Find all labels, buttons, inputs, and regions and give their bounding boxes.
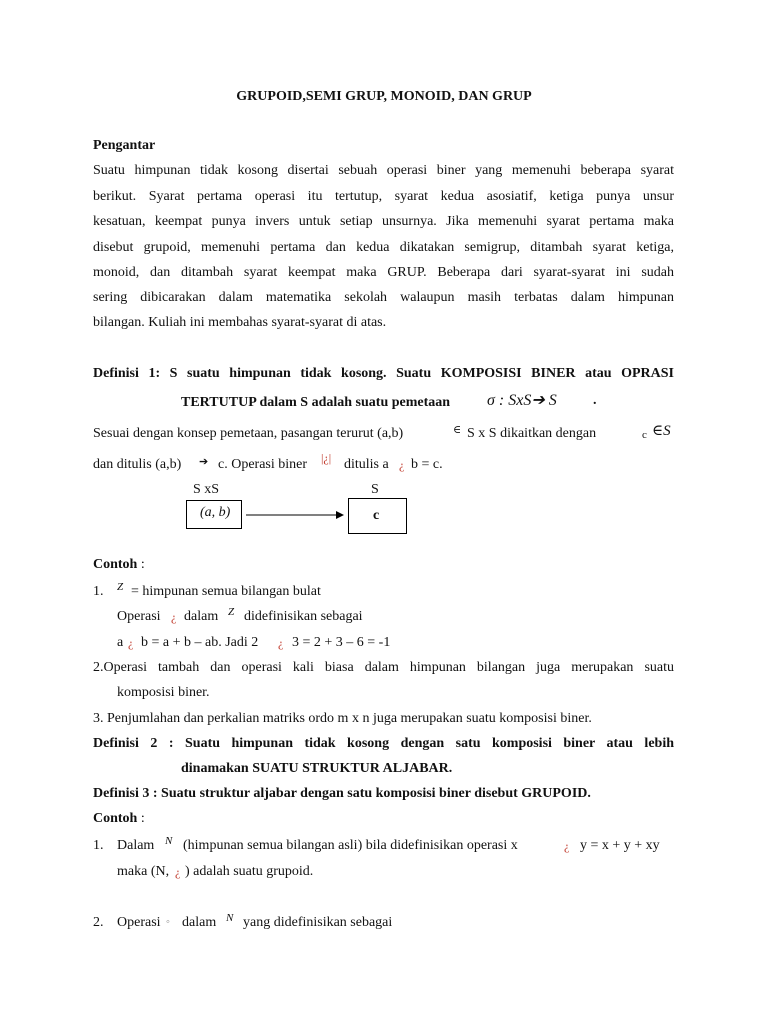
definition-1-line: TERTUTUP dalam S adalah suatu pemetaan bbox=[181, 395, 451, 410]
diagram-right-box bbox=[348, 498, 407, 534]
list-item-text: Dalam bbox=[117, 838, 155, 853]
page-title: GRUPOID,SEMI GRUP, MONOID, DAN GRUP bbox=[236, 89, 532, 104]
list-item-text: dalam bbox=[184, 609, 219, 624]
natural-symbol: N bbox=[226, 912, 234, 924]
operator-symbol: |¿| bbox=[321, 451, 332, 465]
element-of-symbol: ∈ bbox=[453, 424, 462, 436]
mapping-text: Sesuai dengan konsep pemetaan, pasangan terurut (a,b) bbox=[93, 426, 404, 441]
diagram-left-box bbox=[186, 500, 242, 529]
intro-heading: Pengantar bbox=[93, 138, 156, 153]
operator-symbol: ¿ bbox=[171, 610, 177, 624]
contoh-colon: : bbox=[137, 811, 145, 826]
mapping-text: S x S dikaitkan dengan bbox=[467, 426, 597, 441]
integer-symbol: Z bbox=[228, 606, 235, 618]
list-item-text: 2.Operasi tambah dan operasi kali biasa dalam himpunan bilangan juga merupakan suatu bbox=[93, 660, 674, 675]
operator-symbol: ¿ bbox=[175, 865, 181, 879]
intro-line: kesatuan, keempat punya invers untuk setiap unsurnya. Jika memenuhi syarat pertama maka bbox=[93, 214, 674, 229]
diagram-right-label: S bbox=[371, 482, 379, 497]
intro-line: monoid, dan ditambah syarat keempat maka GRUP. Beberapa dari syarat-syarat ini sudah bbox=[93, 265, 674, 280]
intro-line: bilangan. Kuliah ini membahas syarat-syarat di atas. bbox=[93, 315, 387, 330]
list-item-text: a bbox=[117, 635, 124, 650]
element-of-s: ∈S bbox=[652, 423, 671, 439]
contoh-heading bbox=[93, 811, 145, 827]
list-item-text: Operasi bbox=[117, 915, 161, 930]
list-item-text: maka (N, bbox=[117, 864, 170, 879]
operator-symbol: ¿ bbox=[564, 839, 570, 853]
written-text: c. Operasi biner bbox=[218, 457, 308, 472]
list-item-text: yang didefinisikan sebagai bbox=[243, 915, 393, 930]
list-item-text: y = x + y + xy bbox=[580, 838, 660, 853]
codomain-element: c bbox=[373, 508, 380, 523]
operator-symbol: ¿ bbox=[399, 458, 405, 472]
written-text: ditulis a bbox=[344, 457, 389, 472]
ordered-pair: (a, b) bbox=[200, 505, 231, 520]
contoh-label: Contoh bbox=[93, 557, 138, 572]
list-item-text: komposisi biner. bbox=[117, 685, 210, 700]
contoh-label: Contoh bbox=[93, 811, 138, 826]
list-item-text: didefinisikan sebagai bbox=[244, 609, 363, 624]
intro-line: sering dibicarakan dalam matematika sekolah walaupun masih terbatas dalam himpunan bbox=[93, 290, 674, 305]
mapping-formula: σ : SxS➔ S bbox=[487, 392, 557, 409]
definition-3-line: Definisi 3 : Suatu struktur aljabar dengan satu komposisi biner disebut GRUPOID. bbox=[93, 786, 591, 801]
list-item-text: ) adalah suatu grupoid. bbox=[185, 864, 314, 879]
definition-2-line: Definisi 2 : Suatu himpunan tidak kosong dengan satu komposisi biner atau lebih bbox=[93, 736, 674, 751]
arrow-symbol: ➔ bbox=[199, 456, 209, 468]
operator-symbol: ¿ bbox=[128, 636, 134, 650]
list-number: 1. bbox=[93, 838, 104, 853]
intro-line: Suatu himpunan tidak kosong disertai sebuah operasi biner yang memenuhi beberapa syarat bbox=[93, 163, 674, 178]
list-item-text: 3. Penjumlahan dan perkalian matriks ordo m x n juga merupakan suatu komposisi biner. bbox=[93, 711, 592, 726]
operator-symbol: ¿ bbox=[278, 636, 284, 650]
list-item-text: dalam bbox=[182, 915, 217, 930]
intro-line: berikut. Syarat pertama operasi itu tertutup, syarat kedua asosiatif, ketiga punya unsur bbox=[93, 189, 674, 204]
written-text: dan ditulis (a,b) bbox=[93, 457, 182, 472]
list-item-text: 3 = 2 + 3 – 6 = -1 bbox=[292, 635, 391, 650]
integer-symbol: Z bbox=[117, 581, 124, 593]
list-item-text: (himpunan semua bilangan asli) bila didefinisikan operasi x bbox=[183, 838, 518, 853]
natural-symbol: N bbox=[165, 835, 173, 847]
list-number: 2. bbox=[93, 915, 104, 930]
list-item-text: Operasi bbox=[117, 609, 161, 624]
list-item-text: = himpunan semua bilangan bulat bbox=[131, 584, 321, 599]
list-item-text: b = a + b – ab. Jadi 2 bbox=[141, 635, 259, 650]
contoh-colon: : bbox=[137, 557, 145, 572]
list-number: 1. bbox=[93, 584, 104, 599]
contoh-heading bbox=[93, 557, 145, 573]
formula-period: . bbox=[593, 393, 597, 408]
definition-1-line: Definisi 1: S suatu himpunan tidak kosong. Suatu KOMPOSISI BINER atau OPRASI bbox=[93, 366, 674, 381]
mapping-arrow bbox=[246, 508, 344, 522]
intro-line: disebut grupoid, memenuhi pertama dan kedua dikatakan semigrup, ditambah syarat ketiga, bbox=[93, 240, 674, 255]
diagram-left-label: S xS bbox=[193, 482, 220, 497]
composition-symbol: ◦ bbox=[166, 916, 170, 928]
written-text: b = c. bbox=[411, 457, 443, 472]
mapping-c: c bbox=[642, 429, 647, 441]
definition-2-line: dinamakan SUATU STRUKTUR ALJABAR. bbox=[181, 761, 453, 776]
